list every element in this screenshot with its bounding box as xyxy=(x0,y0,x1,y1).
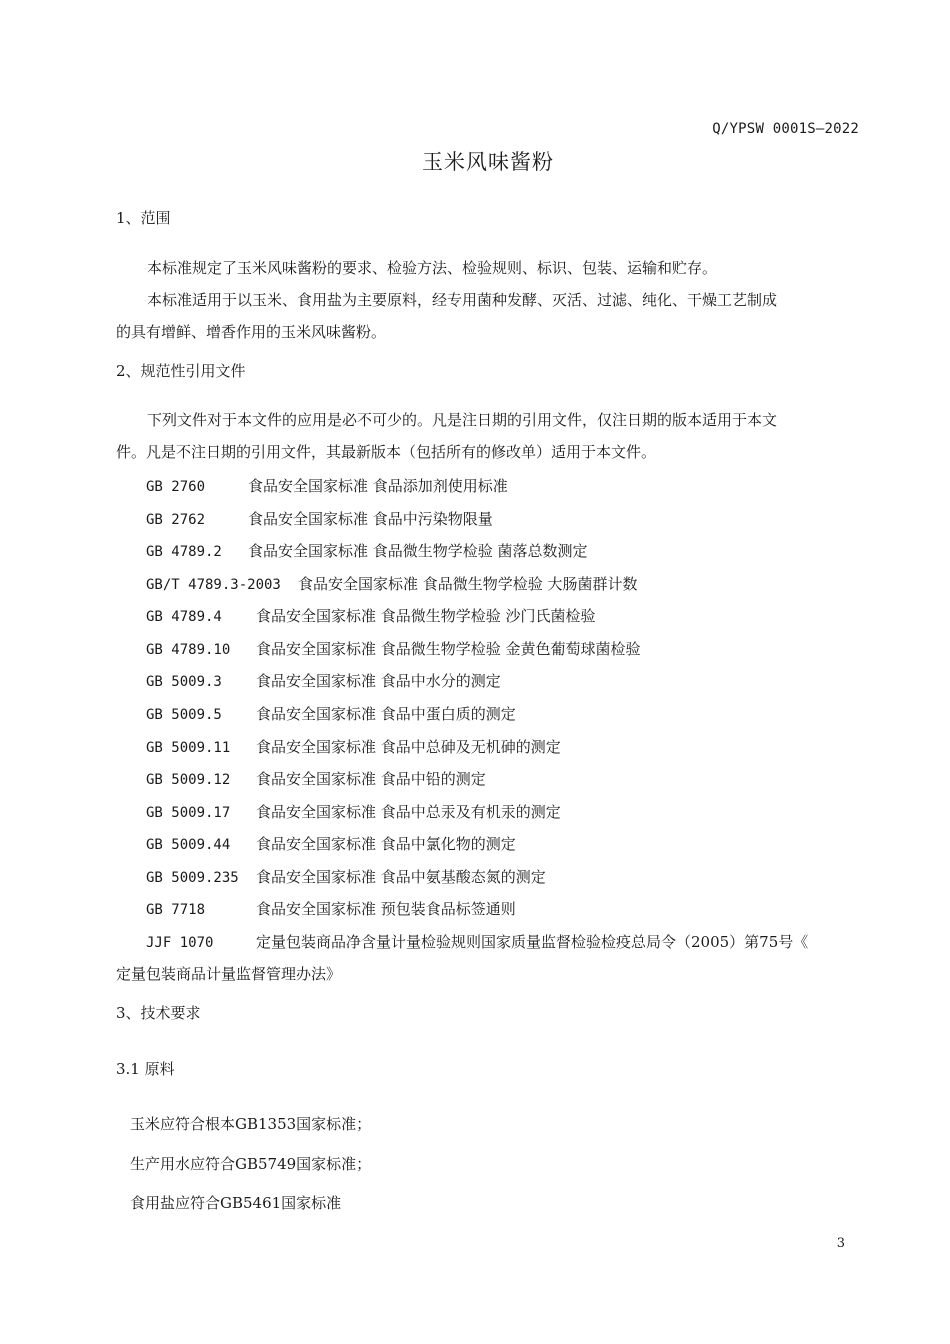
requirement-item: 食用盐应符合GB5461国家标准 xyxy=(130,1194,342,1212)
section-2-heading: 2、规范性引用文件 xyxy=(116,362,246,380)
reference-item xyxy=(146,509,493,530)
references-intro-line-1: 下列文件对于本文件的应用是必不可少的。凡是注日期的引用文件，仅注日期的版本适用于本文 xyxy=(147,411,778,429)
reference-number: GB 4789.2 xyxy=(146,544,222,560)
reference-number: GB 5009.12 xyxy=(146,772,231,788)
reference-item xyxy=(146,802,561,823)
subsection-3-1-heading: 3.1 原料 xyxy=(116,1060,175,1078)
section-1-heading: 1、范围 xyxy=(116,209,171,227)
reference-number: GB 4789.10 xyxy=(146,642,231,658)
reference-number: GB 7718 xyxy=(146,902,206,918)
requirement-item: 玉米应符合根本GB1353国家标准； xyxy=(130,1115,372,1133)
reference-item xyxy=(146,671,501,692)
reference-number: GB 5009.17 xyxy=(146,805,231,821)
reference-title: 食品安全国家标准 食品中污染物限量 xyxy=(248,510,493,528)
reference-number: GB 2760 xyxy=(146,479,206,495)
reference-title: 食品安全国家标准 食品中蛋白质的测定 xyxy=(256,705,516,723)
reference-title: 食品安全国家标准 食品微生物学检验 菌落总数测定 xyxy=(248,542,588,560)
reference-number: GB 2762 xyxy=(146,512,206,528)
reference-title: 食品安全国家标准 食品中水分的测定 xyxy=(256,672,501,690)
reference-title: 食品安全国家标准 预包装食品标签通则 xyxy=(256,900,516,918)
reference-item xyxy=(146,606,596,627)
reference-number: GB 5009.3 xyxy=(146,674,222,690)
reference-title: 食品安全国家标准 食品中氯化物的测定 xyxy=(256,835,516,853)
reference-title: 食品安全国家标准 食品中铅的测定 xyxy=(256,770,486,788)
reference-title: 食品安全国家标准 食品中总汞及有机汞的测定 xyxy=(256,803,561,821)
reference-number: GB 5009.44 xyxy=(146,837,231,853)
reference-title: 食品安全国家标准 食品微生物学检验 沙门氏菌检验 xyxy=(256,607,596,625)
standard-code: Q/YPSW 0001S—2022 xyxy=(712,121,859,137)
document-title: 玉米风味酱粉 xyxy=(422,150,554,174)
reference-title: 食品安全国家标准 食品微生物学检验 金黄色葡萄球菌检验 xyxy=(256,640,641,658)
requirement-item: 生产用水应符合GB5749国家标准； xyxy=(130,1155,372,1173)
reference-number: GB 5009.235 xyxy=(146,870,239,886)
scope-paragraph-2-line-1: 本标准适用于以玉米、食用盐为主要原料，经专用菌种发酵、灭活、过滤、纯化、干燥工艺制成 xyxy=(147,291,778,309)
page-number: 3 xyxy=(836,1236,845,1251)
reference-item xyxy=(146,541,588,562)
reference-number: JJF 1070 xyxy=(146,935,214,951)
reference-number: GB/T 4789.3-2003 xyxy=(146,577,281,593)
reference-title: 食品安全国家标准 食品添加剂使用标准 xyxy=(248,477,508,495)
reference-item xyxy=(146,476,508,497)
references-intro-line-2: 件。凡是不注日期的引用文件，其最新版本（包括所有的修改单）适用于本文件。 xyxy=(116,443,657,461)
reference-title-continuation: 定量包装商品计量监督管理办法》 xyxy=(116,965,342,983)
reference-item xyxy=(146,704,516,725)
reference-number: GB 4789.4 xyxy=(146,609,222,625)
reference-item xyxy=(146,769,486,790)
reference-title: 定量包装商品净含量计量检验规则国家质量监督检验检疫总局令（2005）第75号《 xyxy=(256,933,809,951)
scope-paragraph-1: 本标准规定了玉米风味酱粉的要求、检验方法、检验规则、标识、包装、运输和贮存。 xyxy=(147,259,718,277)
reference-item xyxy=(146,574,638,595)
reference-item xyxy=(146,834,516,855)
reference-title: 食品安全国家标准 食品中总砷及无机砷的测定 xyxy=(256,738,561,756)
scope-paragraph-2-line-2: 的具有增鲜、增香作用的玉米风味酱粉。 xyxy=(116,323,387,341)
reference-number: GB 5009.5 xyxy=(146,707,222,723)
section-3-heading: 3、技术要求 xyxy=(116,1004,201,1022)
reference-item xyxy=(146,639,641,660)
reference-number: GB 5009.11 xyxy=(146,740,231,756)
reference-item xyxy=(146,737,561,758)
reference-item xyxy=(146,867,546,888)
reference-title: 食品安全国家标准 食品中氨基酸态氮的测定 xyxy=(256,868,546,886)
reference-title: 食品安全国家标准 食品微生物学检验 大肠菌群计数 xyxy=(298,575,638,593)
reference-item xyxy=(146,899,516,920)
reference-item xyxy=(146,932,808,953)
